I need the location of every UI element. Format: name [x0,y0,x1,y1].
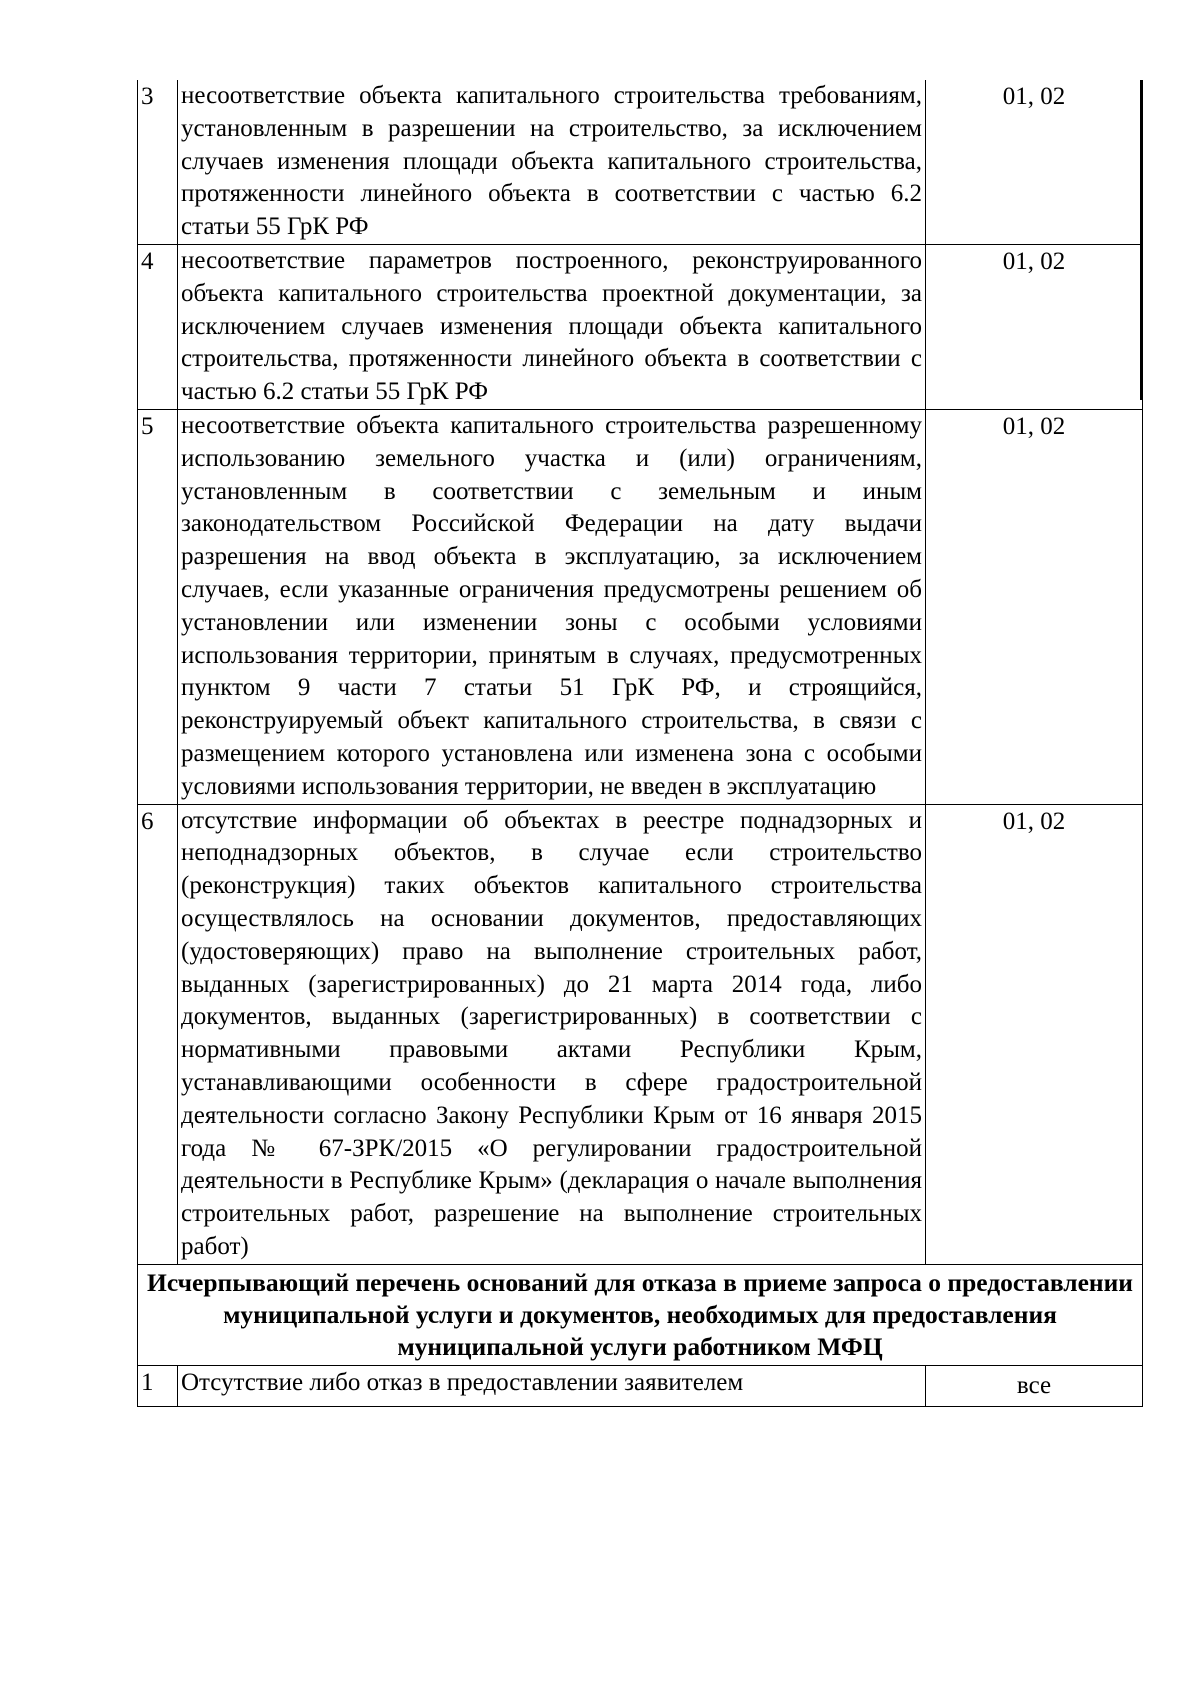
row-text: отсутствие информации об объектах в реестре поднадзорных и неподнадзорных объектов, в случае если строительство (реконструкция) таких объектов капитального строительства осуществлялось на основании документов, предоставляющих (удостоверяющих) право на выполнение строительных работ, выданных (зарегистрированных) до 21 марта 2014 года, либо документов, выданных (зарегистрированных) в соответствии с нормативными правовыми актами Республики Крым, устанавливающими особенности в сфере градостроительной деятельности согласно Закону Республики Крым от 16 января 2015 года № 67-ЗРК/2015 «О регулировании градостроительной деятельности в Республике Крым» (декларация о начале выполнения строительных работ, разрешение на выполнение строительных работ) [181,806,922,1260]
row-number-cell [138,409,178,804]
table-row [138,80,1143,244]
row-code: 01, 02 [1002,412,1066,440]
row-number-cell [138,80,178,244]
row-code-cell [926,1365,1143,1406]
row-code: 01, 02 [1002,83,1066,110]
row-code-cell [926,80,1143,244]
section-heading-cell [138,1264,1143,1365]
row-number: 4 [141,247,154,275]
table-row [138,804,1143,1264]
table-row [138,409,1143,804]
row-text-cell [178,80,926,244]
row-number-cell [138,804,178,1264]
row-number: 3 [141,83,154,110]
row-code-cell [926,804,1143,1264]
row-text-cell [178,409,926,804]
table-row [138,1365,1143,1406]
row-code: все [1016,1371,1052,1399]
row-code: 01, 02 [1002,807,1066,835]
section-heading-row [138,1264,1143,1365]
row-code-cell [926,409,1143,804]
row-text-cell [178,244,926,409]
row-text: несоответствие параметров построенного, реконструированного объекта капитального строительства проектной документации, за исключением случаев изменения площади объекта капитального строительства, протяженности линейного объекта в соответствии с частью 6.2 статьи 55 ГрК РФ [181,246,922,406]
row-text-cell [178,1365,926,1406]
row-text: несоответствие объекта капитального строительства требованиям, установленным в разрешении на строительство, за исключением случаев изменения площади объекта капитального строительства, протяженности линейного объекта в соответствии с частью 6.2 статьи 55 ГрК РФ [181,82,922,241]
row-text: несоответствие объекта капитального строительства разрешенному использованию земельного участка и (или) ограничениям, установленным в соответствии с земельным и иным законодательством Российской Федерации на дату выдачи разрешения на ввод объекта в эксплуатацию, за исключением случаев, если указанные ограничения предусмотрены решением об установлении или изменении зоны с особыми условиями использования территории, принятым в случаях, предусмотренных пунктом 9 части 7 статьи 51 ГрК РФ, и строящийся, реконструируемый объект капитального строительства, в связи с размещением которого установлена или изменена зона с особыми условиями использования территории, не введен в эксплуатацию [181,411,922,800]
row-text-cell [178,804,926,1264]
row-number-cell [138,1365,178,1406]
table-row [138,244,1143,409]
row-number: 6 [141,807,154,835]
row-code: 01, 02 [1002,247,1066,275]
row-number-cell [138,244,178,409]
section-heading: Исчерпывающий перечень оснований для отказа в приеме запроса о предоставлении муниципальной услуги и документов, необходимых для предоставления муниципальной услуги работником МФЦ [147,1267,1133,1361]
row-number: 5 [141,412,154,440]
row-text: Отсутствие либо отказ в предоставлении заявителем [181,1368,744,1396]
row-code-cell [926,244,1143,409]
refusal-grounds-table [137,80,1143,1407]
row-number: 1 [141,1368,154,1396]
